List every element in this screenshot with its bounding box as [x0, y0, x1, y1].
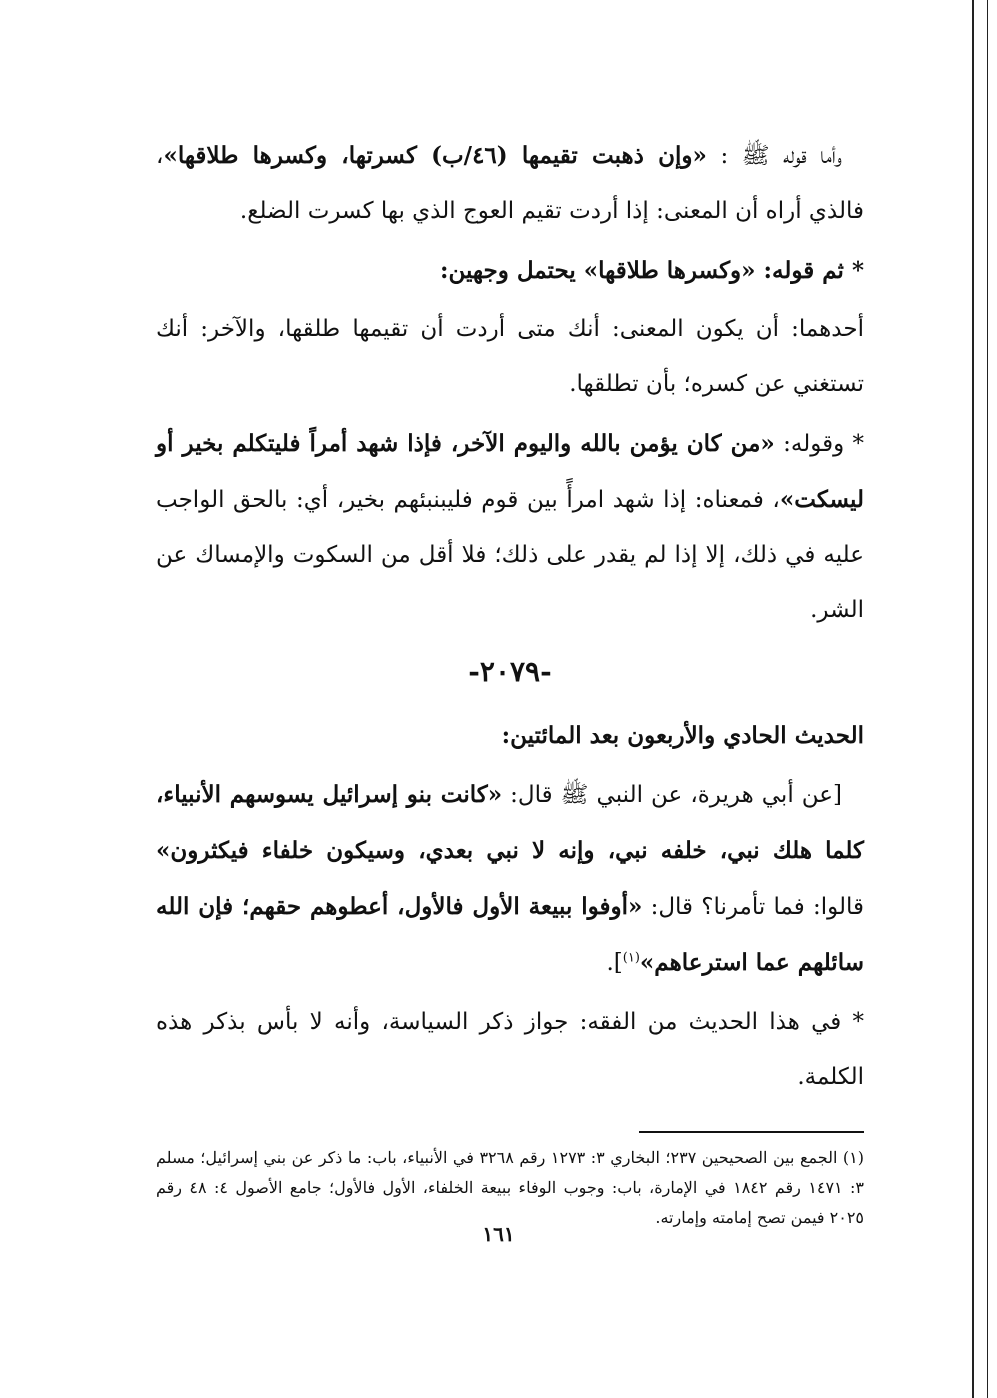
paragraph-4-start: * وقوله: [774, 431, 864, 457]
paragraph-1-quote: «وإن ذهبت تقيمها (٤٦/ب) كسرتها، وكسرها طلاقها» [163, 142, 707, 169]
page-body [156, 128, 864, 1233]
scan-edge-line-outer [972, 0, 974, 1398]
paragraph-1 [156, 128, 864, 239]
hadith-text-end: ]. [606, 950, 623, 976]
hadith-text-quote-2: «أوفوا ببيعة الأول فالأول، أعطوهم حقهم؛ فإن الله سائلهم عما استرعاهم» [156, 893, 864, 976]
paragraph-4 [156, 416, 864, 638]
paragraph-4-quote: «من كان يؤمن بالله واليوم الآخر، فإذا شهد أمراً فليتكلم بخير أو ليسكت» [156, 430, 864, 513]
scan-edge-line-inner [987, 0, 988, 1398]
footnote-separator [639, 1131, 864, 1133]
hadith-heading: الحديث الحادي والأربعون بعد المائتين: [501, 722, 864, 749]
fiqh-paragraph: * في هذا الحديث من الفقه: جواز ذكر السياسة، وأنه لا بأس بذكر هذه الكلمة. [156, 1009, 864, 1090]
footnote-reference: (١) [622, 950, 640, 966]
page-number: ١٦١ [482, 1222, 515, 1246]
hadith-text [156, 767, 864, 991]
paragraph-1-start: وأما قوله ﷺ : [706, 143, 842, 169]
hadith-text-quote-1: «كانت بنو إسرائيل يسوسهم الأنبياء، كلما هلك نبي، خلفه نبي، وإنه لا نبي بعدي، وسيكون خلفاء فيكثرون» [156, 781, 864, 864]
paragraph-4-end: ، فمعناه: إذا شهد امرأً بين قوم فليبنبئهم بخير، أي: بالحق الواجب عليه في ذلك، إلا إذا لم يقدر على ذلك؛ فلا أقل من السكوت والإمساك عن الشر. [156, 487, 864, 623]
hadith-text-mid: قالوا: فما تأمرنا؟ قال: [642, 894, 864, 920]
paragraph-3: أحدهما: أن يكون المعنى: أنك متى أردت أن تقيمها طلقها، والآخر: أنك تستغني عن كسره؛ بأن تطلقها. [156, 316, 864, 397]
footnote-text: (١) الجمع بين الصحيحين ٢٣٧؛ البخاري ٣: ١٢٧٣ رقم ٣٢٦٨ في الأنبياء، باب: ما ذكر عن بني إسرائيل؛ مسلم ٣: ١٤٧١ رقم ١٨٤٢ في الإمارة، باب: وجوب الوفاء ببيعة الخلفاء، الأول فالأول؛ جامع الأصول ٤: ٤٨ رقم ٢٠٢٥ فيمن تصح إمامته وإمارته. [156, 1148, 865, 1227]
paragraph-1-end: ، فالذي أراه أن المعنى: إذا أردت تقيم العوج الذي بها كسرت الضلع. [156, 143, 864, 224]
hadith-number: -٢٠٧٩- [468, 655, 552, 688]
paragraph-2: * ثم قوله: «وكسرها طلاقها» يحتمل وجهين: [439, 257, 864, 284]
hadith-text-start: [عن أبي هريرة، عن النبي ﷺ قال: [502, 782, 842, 808]
